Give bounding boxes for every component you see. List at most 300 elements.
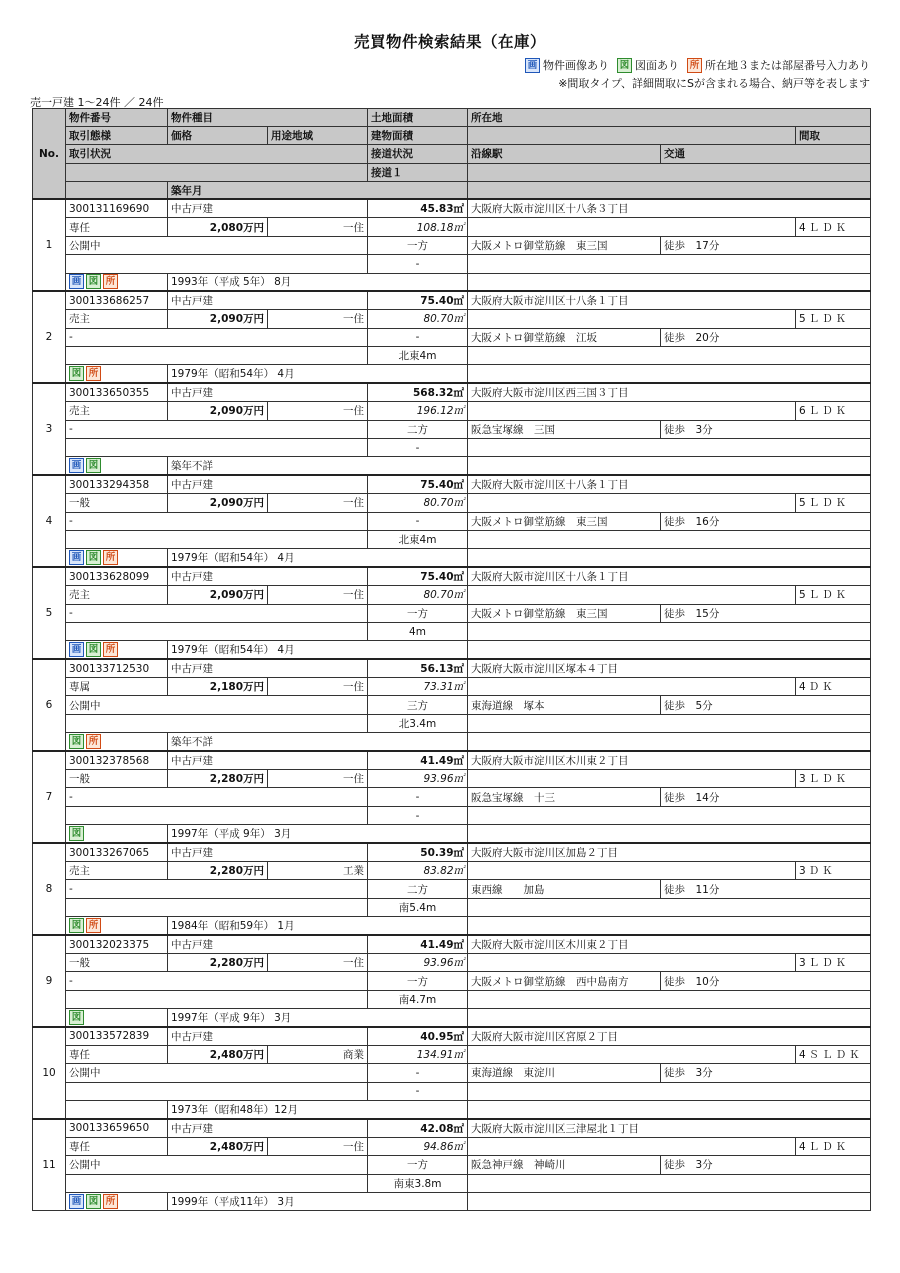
record-no: 7 bbox=[33, 751, 66, 843]
road-1: - bbox=[368, 255, 468, 273]
blank-cell bbox=[468, 678, 796, 696]
use-zone: 一住 bbox=[268, 402, 368, 420]
price: 2,090万円 bbox=[168, 310, 268, 328]
shurui: 中古戸建 bbox=[168, 199, 368, 217]
torihiki-taiyo: 一般 bbox=[66, 494, 168, 512]
record-row-3 bbox=[33, 788, 871, 806]
header-setsudo: 接道状況 bbox=[368, 145, 468, 163]
legend-image-label: 物件画像あり bbox=[543, 59, 609, 72]
address: 大阪府大阪市淀川区宮原２丁目 bbox=[468, 1027, 871, 1045]
image-badge-icon: 画 bbox=[69, 642, 84, 657]
header-blank bbox=[468, 163, 871, 181]
address: 大阪府大阪市淀川区十八条３丁目 bbox=[468, 199, 871, 217]
price: 2,090万円 bbox=[168, 494, 268, 512]
record-row-3 bbox=[33, 420, 871, 438]
page-title: 売買物件検索結果（在庫） bbox=[353, 33, 546, 51]
road-1: 北東4m bbox=[368, 530, 468, 548]
record-row-5 bbox=[33, 365, 871, 383]
torihiki-jokyo: 公開中 bbox=[66, 696, 368, 714]
blank-cell bbox=[468, 714, 871, 732]
shurui: 中古戸建 bbox=[168, 843, 368, 861]
badge-cell bbox=[66, 365, 168, 383]
road-1: 南5.4m bbox=[368, 898, 468, 916]
header-shozai: 所在地 bbox=[468, 109, 871, 127]
road-access: 二方 bbox=[368, 880, 468, 898]
transport: 徒歩 14分 bbox=[661, 788, 871, 806]
transport: 徒歩 5分 bbox=[661, 696, 871, 714]
use-zone: 一住 bbox=[268, 586, 368, 604]
torihiki-taiyo: 売主 bbox=[66, 586, 168, 604]
built-date: 1984年（昭和59年） 1月 bbox=[168, 917, 468, 935]
record-row-4 bbox=[33, 990, 871, 1008]
property-record bbox=[33, 751, 871, 843]
station: 東海道線 塚本 bbox=[468, 696, 661, 714]
property-record bbox=[33, 1119, 871, 1211]
station: 阪急神戸線 神崎川 bbox=[468, 1156, 661, 1174]
torihiki-jokyo: 公開中 bbox=[66, 1156, 368, 1174]
road-1: 北3.4m bbox=[368, 714, 468, 732]
record-no: 10 bbox=[33, 1027, 66, 1119]
record-row-2 bbox=[33, 1137, 871, 1155]
building-area: 80.70㎡ bbox=[368, 310, 468, 328]
torihiki-taiyo: 専任 bbox=[66, 1045, 168, 1063]
record-row-5 bbox=[33, 1193, 871, 1211]
badge-cell bbox=[66, 457, 168, 475]
header-blank bbox=[66, 163, 368, 181]
property-record bbox=[33, 291, 871, 383]
floor-plan: 4ＳＬＤＫ bbox=[796, 1045, 871, 1063]
blank-cell bbox=[468, 273, 871, 291]
blank-cell bbox=[468, 365, 871, 383]
shurui: 中古戸建 bbox=[168, 567, 368, 585]
price: 2,480万円 bbox=[168, 1045, 268, 1063]
header-kotsu: 交通 bbox=[661, 145, 871, 163]
use-zone: 一住 bbox=[268, 218, 368, 236]
address-badge-icon: 所 bbox=[86, 918, 101, 933]
drawing-badge-icon: 図 bbox=[86, 458, 101, 473]
station: 阪急宝塚線 三国 bbox=[468, 420, 661, 438]
floor-plan: 3ＬＤＫ bbox=[796, 770, 871, 788]
header-blank bbox=[468, 181, 871, 199]
torihiki-jokyo: - bbox=[66, 972, 368, 990]
bukken-no[interactable]: 300133294358 bbox=[66, 475, 168, 493]
record-row-3 bbox=[33, 328, 871, 346]
property-record bbox=[33, 475, 871, 567]
bukken-no[interactable]: 300132023375 bbox=[66, 935, 168, 953]
building-area: 196.12㎡ bbox=[368, 402, 468, 420]
record-row-1 bbox=[33, 935, 871, 953]
station: 東西線 加島 bbox=[468, 880, 661, 898]
record-row-4 bbox=[33, 1174, 871, 1192]
bukken-no[interactable]: 300133686257 bbox=[66, 291, 168, 309]
record-row-4 bbox=[33, 806, 871, 824]
blank-cell bbox=[66, 347, 368, 365]
blank-cell bbox=[468, 457, 871, 475]
bukken-no[interactable]: 300133628099 bbox=[66, 567, 168, 585]
record-row-4 bbox=[33, 347, 871, 365]
record-row-5 bbox=[33, 1009, 871, 1027]
legend-note: ※間取タイプ、詳細間取にSが含まれる場合、納戸等を表します bbox=[558, 77, 870, 90]
blank-cell bbox=[468, 1009, 871, 1027]
record-row-2 bbox=[33, 953, 871, 971]
blank-cell bbox=[66, 990, 368, 1008]
road-access: - bbox=[368, 1064, 468, 1082]
drawing-badge-icon: 図 bbox=[617, 58, 632, 73]
image-badge-icon: 画 bbox=[69, 458, 84, 473]
road-1: - bbox=[368, 1082, 468, 1100]
torihiki-taiyo: 一般 bbox=[66, 770, 168, 788]
header-ensen: 沿線駅 bbox=[468, 145, 661, 163]
blank-cell bbox=[66, 714, 368, 732]
use-zone: 一住 bbox=[268, 953, 368, 971]
record-row-2 bbox=[33, 402, 871, 420]
record-row-3 bbox=[33, 696, 871, 714]
road-1: 南東3.8m bbox=[368, 1174, 468, 1192]
land-area: 75.40㎡ bbox=[368, 567, 468, 585]
header-torihiki-jokyo: 取引状況 bbox=[66, 145, 368, 163]
address: 大阪府大阪市淀川区三津屋北１丁目 bbox=[468, 1119, 871, 1137]
building-area: 73.31㎡ bbox=[368, 678, 468, 696]
floor-plan: 4ＬＤＫ bbox=[796, 218, 871, 236]
floor-plan: 5ＬＤＫ bbox=[796, 310, 871, 328]
floor-plan: 3ＬＤＫ bbox=[796, 953, 871, 971]
record-no: 4 bbox=[33, 475, 66, 567]
property-record bbox=[33, 1027, 871, 1119]
land-area: 75.40㎡ bbox=[368, 475, 468, 493]
header-tochi: 土地面積 bbox=[368, 109, 468, 127]
drawing-badge-icon: 図 bbox=[69, 918, 84, 933]
address-badge-icon: 所 bbox=[103, 550, 118, 565]
address: 大阪府大阪市淀川区西三国３丁目 bbox=[468, 383, 871, 401]
record-row-3 bbox=[33, 1156, 871, 1174]
header-row-1 bbox=[33, 109, 871, 127]
road-access: 一方 bbox=[368, 604, 468, 622]
torihiki-taiyo: 専属 bbox=[66, 678, 168, 696]
torihiki-taiyo: 一般 bbox=[66, 953, 168, 971]
blank-cell bbox=[468, 733, 871, 751]
shurui: 中古戸建 bbox=[168, 383, 368, 401]
record-row-2 bbox=[33, 494, 871, 512]
use-zone: 一住 bbox=[268, 678, 368, 696]
building-area: 80.70㎡ bbox=[368, 494, 468, 512]
bukken-no[interactable]: 300133267065 bbox=[66, 843, 168, 861]
drawing-badge-icon: 図 bbox=[69, 366, 84, 381]
address: 大阪府大阪市淀川区十八条１丁目 bbox=[468, 291, 871, 309]
land-area: 41.49㎡ bbox=[368, 751, 468, 769]
blank-cell bbox=[468, 439, 871, 457]
price: 2,280万円 bbox=[168, 953, 268, 971]
badge-legend bbox=[520, 57, 870, 74]
road-access: 二方 bbox=[368, 420, 468, 438]
address: 大阪府大阪市淀川区加島２丁目 bbox=[468, 843, 871, 861]
image-badge-icon: 画 bbox=[69, 274, 84, 289]
badge-cell bbox=[66, 917, 168, 935]
shurui: 中古戸建 bbox=[168, 475, 368, 493]
bukken-no[interactable]: 300131169690 bbox=[66, 199, 168, 217]
transport: 徒歩 10分 bbox=[661, 972, 871, 990]
station: 大阪メトロ御堂筋線 東三国 bbox=[468, 604, 661, 622]
land-area: 40.95㎡ bbox=[368, 1027, 468, 1045]
image-badge-icon: 画 bbox=[69, 550, 84, 565]
record-row-1 bbox=[33, 751, 871, 769]
floor-plan: 3ＤＫ bbox=[796, 862, 871, 880]
record-row-2 bbox=[33, 770, 871, 788]
bukken-no[interactable]: 300133572839 bbox=[66, 1027, 168, 1045]
built-date: 1997年（平成 9年） 3月 bbox=[168, 1009, 468, 1027]
record-row-1 bbox=[33, 567, 871, 585]
address-badge-icon: 所 bbox=[86, 366, 101, 381]
road-access: 一方 bbox=[368, 972, 468, 990]
record-no: 8 bbox=[33, 843, 66, 935]
drawing-badge-icon: 図 bbox=[69, 1010, 84, 1025]
price: 2,080万円 bbox=[168, 218, 268, 236]
record-row-1 bbox=[33, 291, 871, 309]
record-row-1 bbox=[33, 475, 871, 493]
building-area: 93.96㎡ bbox=[368, 770, 468, 788]
blank-cell bbox=[468, 255, 871, 273]
torihiki-taiyo: 売主 bbox=[66, 862, 168, 880]
address-badge-icon: 所 bbox=[103, 642, 118, 657]
transport: 徒歩 17分 bbox=[661, 236, 871, 254]
record-row-1 bbox=[33, 1027, 871, 1045]
header-row-5 bbox=[33, 181, 871, 199]
blank-cell bbox=[468, 622, 871, 640]
price: 2,180万円 bbox=[168, 678, 268, 696]
station: 大阪メトロ御堂筋線 江坂 bbox=[468, 328, 661, 346]
legend-drawing-label: 図面あり bbox=[635, 59, 679, 72]
floor-plan: 4ＤＫ bbox=[796, 678, 871, 696]
property-record bbox=[33, 383, 871, 475]
building-area: 134.91㎡ bbox=[368, 1045, 468, 1063]
blank-cell bbox=[468, 347, 871, 365]
torihiki-jokyo: - bbox=[66, 328, 368, 346]
shurui: 中古戸建 bbox=[168, 935, 368, 953]
road-1: 北東4m bbox=[368, 347, 468, 365]
floor-plan: 5ＬＤＫ bbox=[796, 494, 871, 512]
built-date: 築年不詳 bbox=[168, 457, 468, 475]
record-row-3 bbox=[33, 236, 871, 254]
record-row-4 bbox=[33, 255, 871, 273]
record-row-4 bbox=[33, 714, 871, 732]
floor-plan: 4ＬＤＫ bbox=[796, 1137, 871, 1155]
shurui: 中古戸建 bbox=[168, 291, 368, 309]
station: 大阪メトロ御堂筋線 東三国 bbox=[468, 236, 661, 254]
property-record bbox=[33, 567, 871, 659]
record-row-1 bbox=[33, 199, 871, 217]
address: 大阪府大阪市淀川区木川東２丁目 bbox=[468, 751, 871, 769]
torihiki-jokyo: 公開中 bbox=[66, 1064, 368, 1082]
building-area: 83.82㎡ bbox=[368, 862, 468, 880]
bukken-no[interactable]: 300133650355 bbox=[66, 383, 168, 401]
blank-cell bbox=[468, 218, 796, 236]
record-row-4 bbox=[33, 1082, 871, 1100]
bukken-no[interactable]: 300133712530 bbox=[66, 659, 168, 677]
address: 大阪府大阪市淀川区塚本４丁目 bbox=[468, 659, 871, 677]
road-access: 一方 bbox=[368, 1156, 468, 1174]
building-area: 80.70㎡ bbox=[368, 586, 468, 604]
record-row-4 bbox=[33, 898, 871, 916]
price: 2,090万円 bbox=[168, 402, 268, 420]
record-row-5 bbox=[33, 917, 871, 935]
road-1: - bbox=[368, 806, 468, 824]
record-no: 9 bbox=[33, 935, 66, 1027]
record-row-5 bbox=[33, 733, 871, 751]
land-area: 50.39㎡ bbox=[368, 843, 468, 861]
use-zone: 工業 bbox=[268, 862, 368, 880]
built-date: 1979年（昭和54年） 4月 bbox=[168, 549, 468, 567]
transport: 徒歩 3分 bbox=[661, 420, 871, 438]
built-date: 1979年（昭和54年） 4月 bbox=[168, 365, 468, 383]
bukken-no[interactable]: 300133659650 bbox=[66, 1119, 168, 1137]
land-area: 42.08㎡ bbox=[368, 1119, 468, 1137]
use-zone: 一住 bbox=[268, 310, 368, 328]
road-1: 南4.7m bbox=[368, 990, 468, 1008]
blank-cell bbox=[66, 622, 368, 640]
header-tatemono: 建物面積 bbox=[368, 127, 468, 145]
drawing-badge-icon: 図 bbox=[86, 274, 101, 289]
record-row-2 bbox=[33, 1045, 871, 1063]
torihiki-taiyo: 売主 bbox=[66, 402, 168, 420]
blank-cell bbox=[468, 898, 871, 916]
price: 2,280万円 bbox=[168, 862, 268, 880]
drawing-badge-icon: 図 bbox=[86, 642, 101, 657]
blank-cell bbox=[468, 1045, 796, 1063]
record-row-4 bbox=[33, 622, 871, 640]
record-row-1 bbox=[33, 383, 871, 401]
bukken-no[interactable]: 300132378568 bbox=[66, 751, 168, 769]
torihiki-jokyo: - bbox=[66, 512, 368, 530]
results-table bbox=[32, 108, 871, 1211]
badge-cell bbox=[66, 825, 168, 843]
badge-cell bbox=[66, 1193, 168, 1211]
blank-cell bbox=[468, 530, 871, 548]
drawing-badge-icon: 図 bbox=[69, 826, 84, 841]
blank-cell bbox=[66, 806, 368, 824]
blank-cell bbox=[468, 990, 871, 1008]
torihiki-jokyo: - bbox=[66, 604, 368, 622]
blank-cell bbox=[468, 917, 871, 935]
building-area: 93.96㎡ bbox=[368, 953, 468, 971]
record-row-3 bbox=[33, 1064, 871, 1082]
blank-cell bbox=[468, 402, 796, 420]
blank-cell bbox=[66, 1174, 368, 1192]
header-bukken-no: 物件番号 bbox=[66, 109, 168, 127]
address-badge-icon: 所 bbox=[103, 1194, 118, 1209]
shurui: 中古戸建 bbox=[168, 659, 368, 677]
blank-cell bbox=[468, 770, 796, 788]
built-date: 1979年（昭和54年） 4月 bbox=[168, 641, 468, 659]
blank-cell bbox=[468, 862, 796, 880]
record-row-5 bbox=[33, 273, 871, 291]
land-area: 75.40㎡ bbox=[368, 291, 468, 309]
record-row-3 bbox=[33, 604, 871, 622]
land-area: 56.13㎡ bbox=[368, 659, 468, 677]
record-row-5 bbox=[33, 549, 871, 567]
header-row-2 bbox=[33, 127, 871, 145]
land-area: 41.49㎡ bbox=[368, 935, 468, 953]
drawing-badge-icon: 図 bbox=[69, 734, 84, 749]
record-no: 6 bbox=[33, 659, 66, 751]
record-row-1 bbox=[33, 1119, 871, 1137]
blank-cell bbox=[468, 586, 796, 604]
station: 大阪メトロ御堂筋線 東三国 bbox=[468, 512, 661, 530]
floor-plan: 5ＬＤＫ bbox=[796, 586, 871, 604]
land-area: 568.32㎡ bbox=[368, 383, 468, 401]
blank-cell bbox=[468, 1193, 871, 1211]
price: 2,480万円 bbox=[168, 1137, 268, 1155]
header-row-3 bbox=[33, 145, 871, 163]
record-row-5 bbox=[33, 1101, 871, 1119]
record-row-3 bbox=[33, 972, 871, 990]
use-zone: 商業 bbox=[268, 1045, 368, 1063]
blank-cell bbox=[468, 549, 871, 567]
blank-cell bbox=[66, 1082, 368, 1100]
blank-cell bbox=[468, 1137, 796, 1155]
blank-cell bbox=[66, 530, 368, 548]
record-no: 3 bbox=[33, 383, 66, 475]
transport: 徒歩 16分 bbox=[661, 512, 871, 530]
blank-cell bbox=[468, 806, 871, 824]
road-access: - bbox=[368, 788, 468, 806]
property-record bbox=[33, 843, 871, 935]
transport: 徒歩 3分 bbox=[661, 1064, 871, 1082]
header-shurui: 物件種目 bbox=[168, 109, 368, 127]
badge-cell bbox=[66, 273, 168, 291]
road-1: 4m bbox=[368, 622, 468, 640]
result-count: 売一戸建 1～24件 ／ 24件 bbox=[30, 96, 164, 109]
badge-cell bbox=[66, 733, 168, 751]
record-row-4 bbox=[33, 530, 871, 548]
built-date: 1997年（平成 9年） 3月 bbox=[168, 825, 468, 843]
blank-cell bbox=[468, 953, 796, 971]
property-record bbox=[33, 935, 871, 1027]
built-date: 築年不詳 bbox=[168, 733, 468, 751]
road-access: - bbox=[368, 512, 468, 530]
torihiki-taiyo: 売主 bbox=[66, 310, 168, 328]
record-no: 2 bbox=[33, 291, 66, 383]
road-1: - bbox=[368, 439, 468, 457]
drawing-badge-icon: 図 bbox=[86, 1194, 101, 1209]
legend-address-label: 所在地３または部屋番号入力あり bbox=[705, 59, 870, 72]
blank-cell bbox=[66, 898, 368, 916]
shurui: 中古戸建 bbox=[168, 1119, 368, 1137]
record-no: 5 bbox=[33, 567, 66, 659]
record-no: 11 bbox=[33, 1119, 66, 1211]
header-chiku: 築年月 bbox=[168, 181, 468, 199]
transport: 徒歩 3分 bbox=[661, 1156, 871, 1174]
station: 東海道線 東淀川 bbox=[468, 1064, 661, 1082]
header-yoto: 用途地域 bbox=[268, 127, 368, 145]
record-no: 1 bbox=[33, 199, 66, 291]
blank-cell bbox=[468, 641, 871, 659]
built-date: 1993年（平成 5年） 8月 bbox=[168, 273, 468, 291]
building-area: 108.18㎡ bbox=[368, 218, 468, 236]
record-row-3 bbox=[33, 880, 871, 898]
transport: 徒歩 15分 bbox=[661, 604, 871, 622]
address: 大阪府大阪市淀川区木川東２丁目 bbox=[468, 935, 871, 953]
price: 2,090万円 bbox=[168, 586, 268, 604]
shurui: 中古戸建 bbox=[168, 1027, 368, 1045]
blank-cell bbox=[468, 1082, 871, 1100]
badge-cell bbox=[66, 641, 168, 659]
station: 大阪メトロ御堂筋線 西中島南方 bbox=[468, 972, 661, 990]
built-date: 1999年（平成11年） 3月 bbox=[168, 1193, 468, 1211]
road-access: 三方 bbox=[368, 696, 468, 714]
record-row-2 bbox=[33, 310, 871, 328]
property-record bbox=[33, 659, 871, 751]
address-badge-icon: 所 bbox=[86, 734, 101, 749]
header-blank bbox=[468, 127, 796, 145]
